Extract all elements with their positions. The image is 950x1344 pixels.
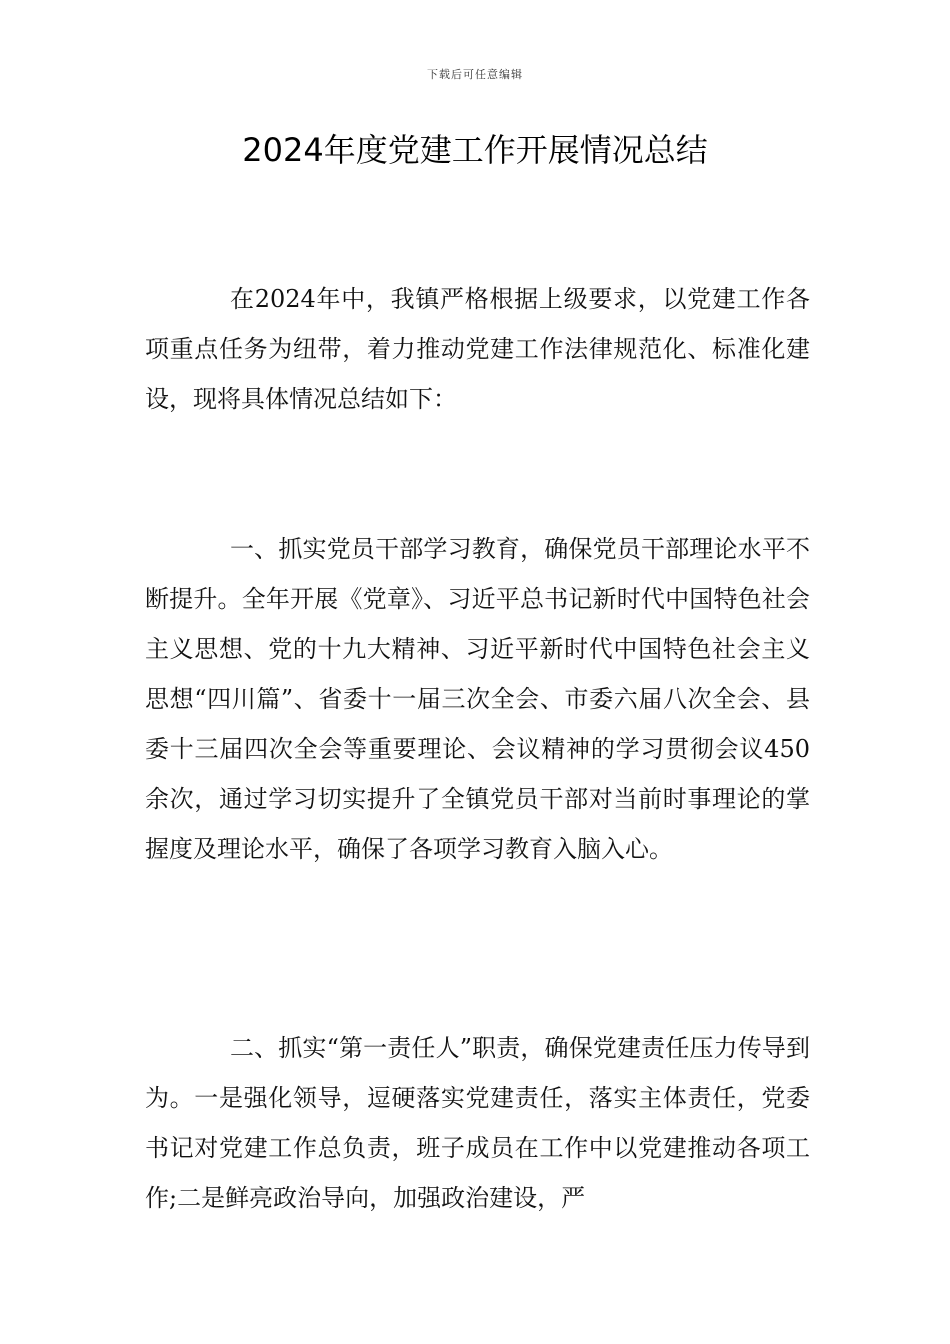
header-note: 下载后可任意编辑 [427, 68, 523, 81]
paragraph-section-1: 一、抓实党员干部学习教育，确保党员干部理论水平不断提升。全年开展《党章》、习近平总书记新时代中国特色社会主义思想、党的十九大精神、习近平新时代中国特色社会主义思想“四川篇”、省委十一届三次全会、市委六届八次全会、县委十三届四次全会等重要理论、会议精神的学习贯彻会议450余次，通过学习切实提升了全镇党员干部对当前时事理论的掌握度及理论水平，确保了各项学习教育入脑入心。 [145, 535, 810, 863]
paragraph-section-2: 二、抓实“第一责任人”职责，确保党建责任压力传导到为。一是强化领导，逗硬落实党建责任，落实主体责任，党委书记对党建工作总负责，班子成员在工作中以党建推动各项工作;二是鲜亮政治导向，加强政治建设，严 [145, 1034, 810, 1212]
page-title: 2024年度党建工作开展情况总结 [242, 131, 708, 169]
paragraph-intro: 在2024年中，我镇严格根据上级要求，以党建工作各项重点任务为纽带，着力推动党建工作法律规范化、标准化建设，现将具体情况总结如下： [145, 285, 810, 413]
